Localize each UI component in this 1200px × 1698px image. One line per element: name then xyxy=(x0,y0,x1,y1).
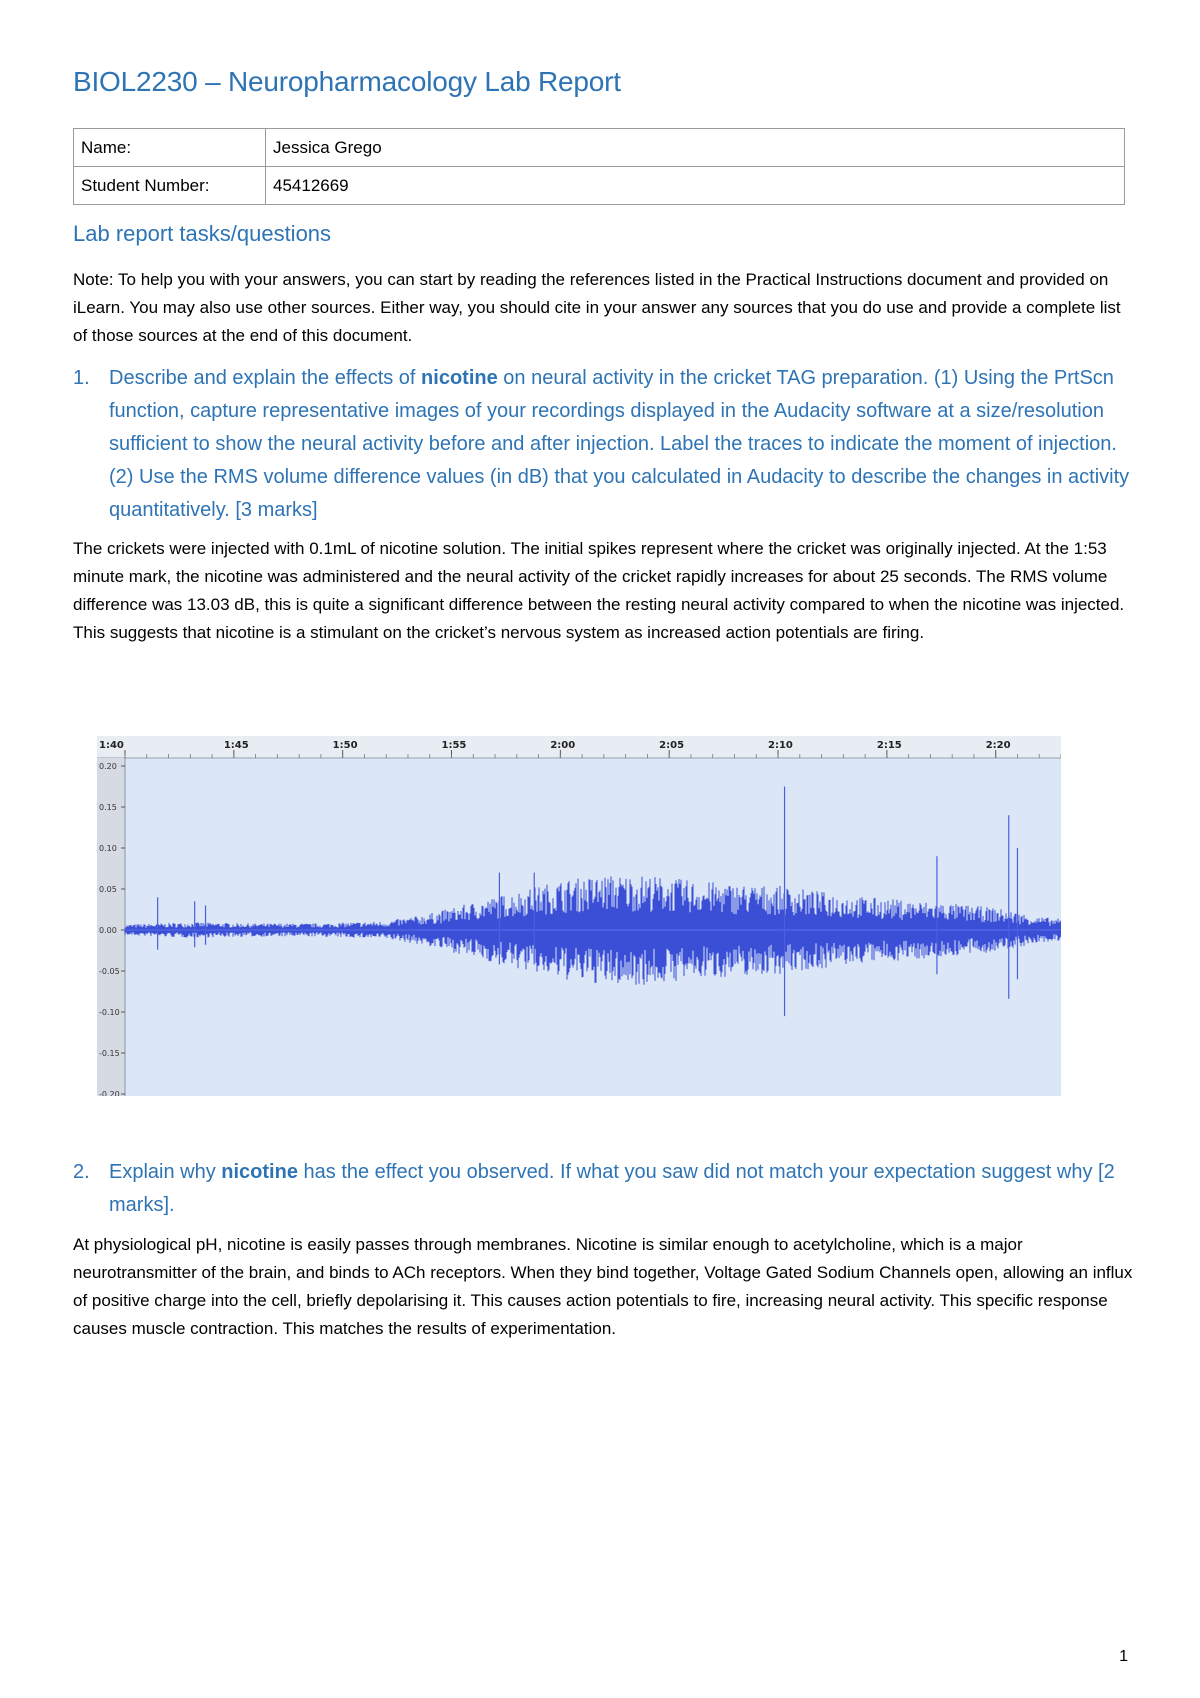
answer-1-paragraph: The crickets were injected with 0.1mL of nicotine solution. The initial spikes represent where the cricket was originally injected. At the 1:53 minute mark, the nicotine was administered and the neural activity of the cricket rapidly increases for about 25 seconds. The RMS volume difference was 13.03 dB, this is quite a significant difference between the resting neural activity compared to when the nicotine was injected. This suggests that nicotine is a stimulant on the cricket’s nervous system as increased action potentials are firing. xyxy=(73,539,1125,642)
x-tick-label: 2:20 xyxy=(985,740,1011,751)
y-tick-label: 0.10 xyxy=(99,844,117,853)
question-1 xyxy=(73,362,1133,527)
y-tick-label: 0.15 xyxy=(99,803,117,812)
x-tick-label: 2:10 xyxy=(768,740,793,751)
question-2-number: 2. xyxy=(73,1161,90,1183)
x-tick-label: 1:50 xyxy=(332,740,358,751)
table-row xyxy=(74,129,1125,167)
question-2-post: has the effect you observed. If what you saw did not match your expectation suggest why [2 marks]. xyxy=(109,1161,1115,1216)
section-heading: Lab report tasks/questions xyxy=(73,221,332,246)
y-tick-label: -0.15 xyxy=(99,1049,120,1058)
question-1-post: on neural activity in the cricket TAG preparation. (1) Using the PrtScn function, capture representative images of your recordings displayed in the Audacity software at a size/resolution sufficient to show the neural activity before and after injection. Label the traces to indicate the moment of injection. (2) Use the RMS volume difference values (in dB) that you calculated in Audacity to describe the changes in activity quantitatively. [3 marks] xyxy=(109,367,1130,521)
student-number-label: Student Number: xyxy=(74,167,266,205)
y-tick-label: -0.20 xyxy=(99,1090,120,1096)
question-1-keyword: nicotine xyxy=(421,367,498,389)
x-tick-label: 1:40 xyxy=(99,740,124,751)
page-number: 1 xyxy=(1119,1648,1128,1665)
question-2-pre: Explain why xyxy=(109,1161,222,1183)
y-tick-label: -0.10 xyxy=(99,1008,120,1017)
table-row xyxy=(74,167,1125,205)
x-tick-label: 2:15 xyxy=(876,740,902,751)
student-number-value: 45412669 xyxy=(266,167,1125,205)
y-tick-label: -0.05 xyxy=(99,967,120,976)
name-value: Jessica Grego xyxy=(266,129,1125,167)
x-tick-label: 2:00 xyxy=(550,740,576,751)
y-tick-label: 0.05 xyxy=(99,885,117,894)
question-1-number: 1. xyxy=(73,367,90,389)
note-paragraph: Note: To help you with your answers, you can start by reading the references listed in the Practical Instructions document and provided on iLearn. You may also use other sources. Either way, you should cite in your answer any sources that you do use and provide a complete list of those sources at the end of this document. xyxy=(73,270,1121,345)
y-tick-label: 0.00 xyxy=(99,926,117,935)
x-tick-label: 1:55 xyxy=(441,740,467,751)
audacity-waveform-screenshot xyxy=(97,736,1061,1096)
x-tick-label: 2:05 xyxy=(659,740,685,751)
question-1-pre: Describe and explain the effects of xyxy=(109,367,422,389)
document-title: BIOL2230 – Neuropharmacology Lab Report xyxy=(73,66,621,97)
question-2-keyword: nicotine xyxy=(221,1161,298,1183)
question-2-text xyxy=(109,1156,1133,1222)
student-info-table xyxy=(73,128,1125,205)
y-tick-label: 0.20 xyxy=(99,762,117,771)
question-2 xyxy=(73,1156,1133,1222)
answer-2-paragraph: At physiological pH, nicotine is easily passes through membranes. Nicotine is similar enough to acetylcholine, which is a major neurotransmitter of the brain, and binds to ACh receptors. When they bind together, Voltage Gated Sodium Channels open, allowing an influx of positive charge into the cell, briefly depolarising it. This causes action potentials to fire, increasing neural activity. This specific response causes muscle contraction. This matches the results of experimentation. xyxy=(73,1235,1133,1338)
x-tick-label: 1:45 xyxy=(223,740,249,751)
name-label: Name: xyxy=(74,129,266,167)
question-1-text xyxy=(109,362,1133,527)
